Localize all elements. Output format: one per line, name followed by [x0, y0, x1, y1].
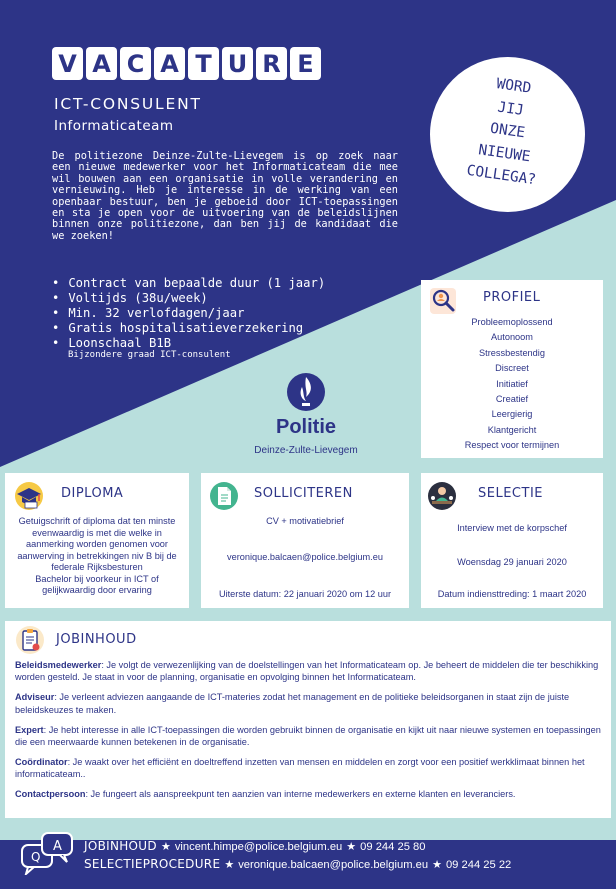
role-paragraph [15, 724, 603, 749]
document-icon [209, 481, 239, 511]
star-separator: ★ [346, 841, 357, 853]
profiel-item: Klantgericht [487, 424, 537, 435]
diploma-line: aanmerking worden genomen voor [26, 539, 168, 549]
selectie-card [421, 473, 603, 608]
title-letter: E [290, 47, 321, 80]
profiel-title: PROFIEL [483, 290, 541, 305]
interview-icon [427, 481, 457, 511]
role-text: : Je hebt interesse in alle ICT-toepassingen die worden gebruikt binnen de organisatie en kijkt uit naar nieuwe systemen en toepassingen die een meerwaarde kunnen betekenen in de organisatie. [15, 724, 601, 748]
profiel-card [421, 280, 603, 458]
condition-item: • Loonschaal B1B [52, 336, 325, 351]
bubble-line: NIEUWE [477, 141, 532, 165]
profiel-item: Creatief [495, 394, 529, 405]
graduation-cap-icon [14, 481, 44, 511]
star-separator: ★ [432, 859, 442, 871]
diploma-card [5, 473, 189, 608]
salary-grade-note: Bijzondere graad ICT-consulent [68, 350, 231, 360]
intro-text: De politiezone Deinze-Zulte-Lievegem is op zoek naar een nieuwe medewerker voor het Informaticateam die mee wil bouwen aan een organisatie in volle verandering en vernieuwing. Heb je interesse in de werking van een openbaar bestuur, ben je geboeid door ICT-toepassingen en sta je open voor de uitvoering van de beleidslijnen binnen onze politiezone, dan ben jij de kandidaat die we zoeken! [52, 150, 398, 242]
footer-label: SELECTIEPROCEDURE [84, 857, 221, 871]
footer-label: JOBINHOUD [84, 839, 157, 853]
title-letter: V [52, 47, 83, 80]
logo-subtitle: Deinze-Zulte-Lievegem [254, 445, 358, 456]
job-title: ICT-CONSULENT [54, 95, 202, 113]
recruit-bubble [430, 57, 585, 212]
condition-item: • Min. 32 verlofdagen/jaar [52, 306, 325, 321]
title-letter: R [256, 47, 287, 80]
footer-contact-row [84, 837, 425, 855]
jobinhoud-title: JOBINHOUD [56, 632, 137, 647]
condition-item: • Contract van bepaalde duur (1 jaar) [52, 276, 325, 291]
role-paragraph [15, 659, 603, 684]
title-letter: A [154, 47, 185, 80]
svg-text:Q: Q [31, 850, 41, 864]
police-flame-icon [286, 370, 326, 414]
solliciteren-card [201, 473, 409, 608]
profiel-item: Initiatief [496, 378, 528, 389]
magnifier-person-icon [428, 286, 458, 316]
diploma-line: gelijkwaardig door ervaring [42, 585, 152, 595]
footer-email[interactable]: vincent.himpe@police.belgium.eu [174, 841, 343, 853]
footer-email[interactable]: veronique.balcaen@police.belgium.eu [238, 859, 429, 871]
role-text: : Je verleent adviezen aangaande de ICT-materies zodat het management en de politieke beleidsorganen in staat zijn de juiste beleidskeuzes te maken. [15, 692, 570, 715]
role-paragraph [15, 788, 603, 800]
application-deadline: Uiterste datum: 22 januari 2020 om 12 uur [218, 589, 392, 599]
footer-phone[interactable]: 09 244 25 22 [445, 859, 512, 871]
profiel-item: Respect voor termijnen [464, 440, 560, 451]
role-paragraph [15, 691, 603, 716]
condition-item: • Voltijds (38u/week) [52, 291, 325, 306]
profiel-item: Leergierig [491, 409, 533, 420]
profiel-item: Probleemoplossend [471, 317, 553, 327]
role-text: : Je waakt over het efficiënt en doeltreffend inzetten van mensen en middelen en zorgt voor een positief werkklimaat binnen het informaticateam.. [15, 756, 585, 780]
bubble-line: COLLEGA? [465, 162, 537, 189]
role-label: Contactpersoon [15, 789, 86, 800]
role-label: Adviseur [15, 692, 55, 703]
title-letter: T [188, 47, 219, 80]
bubble-line: JIJ [496, 98, 525, 119]
role-label: Beleidsmedewerker [15, 660, 102, 670]
role-paragraph [15, 756, 603, 781]
title-letter: A [86, 47, 117, 80]
svg-text:A: A [53, 839, 62, 854]
profiel-item: Discreet [495, 363, 529, 374]
police-logo [240, 370, 372, 456]
selectie-title: SELECTIE [478, 486, 543, 501]
bubble-line: WORD [495, 76, 533, 97]
role-text: : Je volgt de verwezenlijking van de doelstellingen van het Informaticateam op. Je beheert de middelen die ter beschikking worden gesteld. Je staat in voor de planning, organisatie en opvolging binnen het Informaticateam. [15, 660, 599, 683]
bubble-line: ONZE [489, 120, 526, 142]
chat-bubbles-icon [20, 831, 74, 875]
team-name: Informaticateam [54, 118, 174, 134]
job-description [15, 659, 603, 808]
diploma-line: aanwerving in betrekkingen niv B bij de [17, 550, 177, 561]
role-label: Expert [15, 724, 44, 735]
interview-date: Woensdag 29 januari 2020 [457, 557, 567, 567]
diploma-line: federale Rijksbesturen [51, 562, 143, 572]
start-date: Datum indiensttreding: 1 maart 2020 [437, 589, 587, 599]
role-label: Coördinator [15, 756, 68, 767]
footer-contact-row [84, 855, 511, 873]
diploma-line: Bachelor bij voorkeur in ICT of [35, 573, 159, 584]
profiel-item: Stressbestendig [479, 347, 545, 358]
logo-name: Politie [275, 416, 336, 438]
condition-item: • Gratis hospitalisatieverzekering [52, 321, 325, 336]
diploma-line: Getuigschrift of diploma dat ten minste [18, 516, 176, 526]
application-email[interactable]: veronique.balcaen@police.belgium.eu [227, 552, 383, 562]
solliciteren-title: SOLLICITEREN [254, 486, 353, 501]
footer-phone[interactable]: 09 244 25 80 [360, 841, 426, 853]
diploma-line: evenwaardig is met die welke in [32, 527, 162, 538]
conditions-list [52, 276, 325, 351]
star-separator: ★ [160, 841, 171, 853]
interview-text: Interview met de korpschef [457, 523, 567, 533]
diploma-title: DIPLOMA [61, 486, 124, 501]
title-letter: C [120, 47, 151, 80]
vacature-title [52, 47, 321, 80]
role-text: : Je fungeert als aanspreekpunt ten aanzien van interne medewerkers en externe klanten en leveranciers. [85, 789, 516, 800]
star-separator: ★ [224, 859, 235, 871]
title-letter: U [222, 47, 253, 80]
clipboard-icon [15, 625, 45, 655]
cv-requirement: CV + motivatiebrief [266, 516, 344, 526]
profiel-item: Autonoom [491, 332, 533, 343]
